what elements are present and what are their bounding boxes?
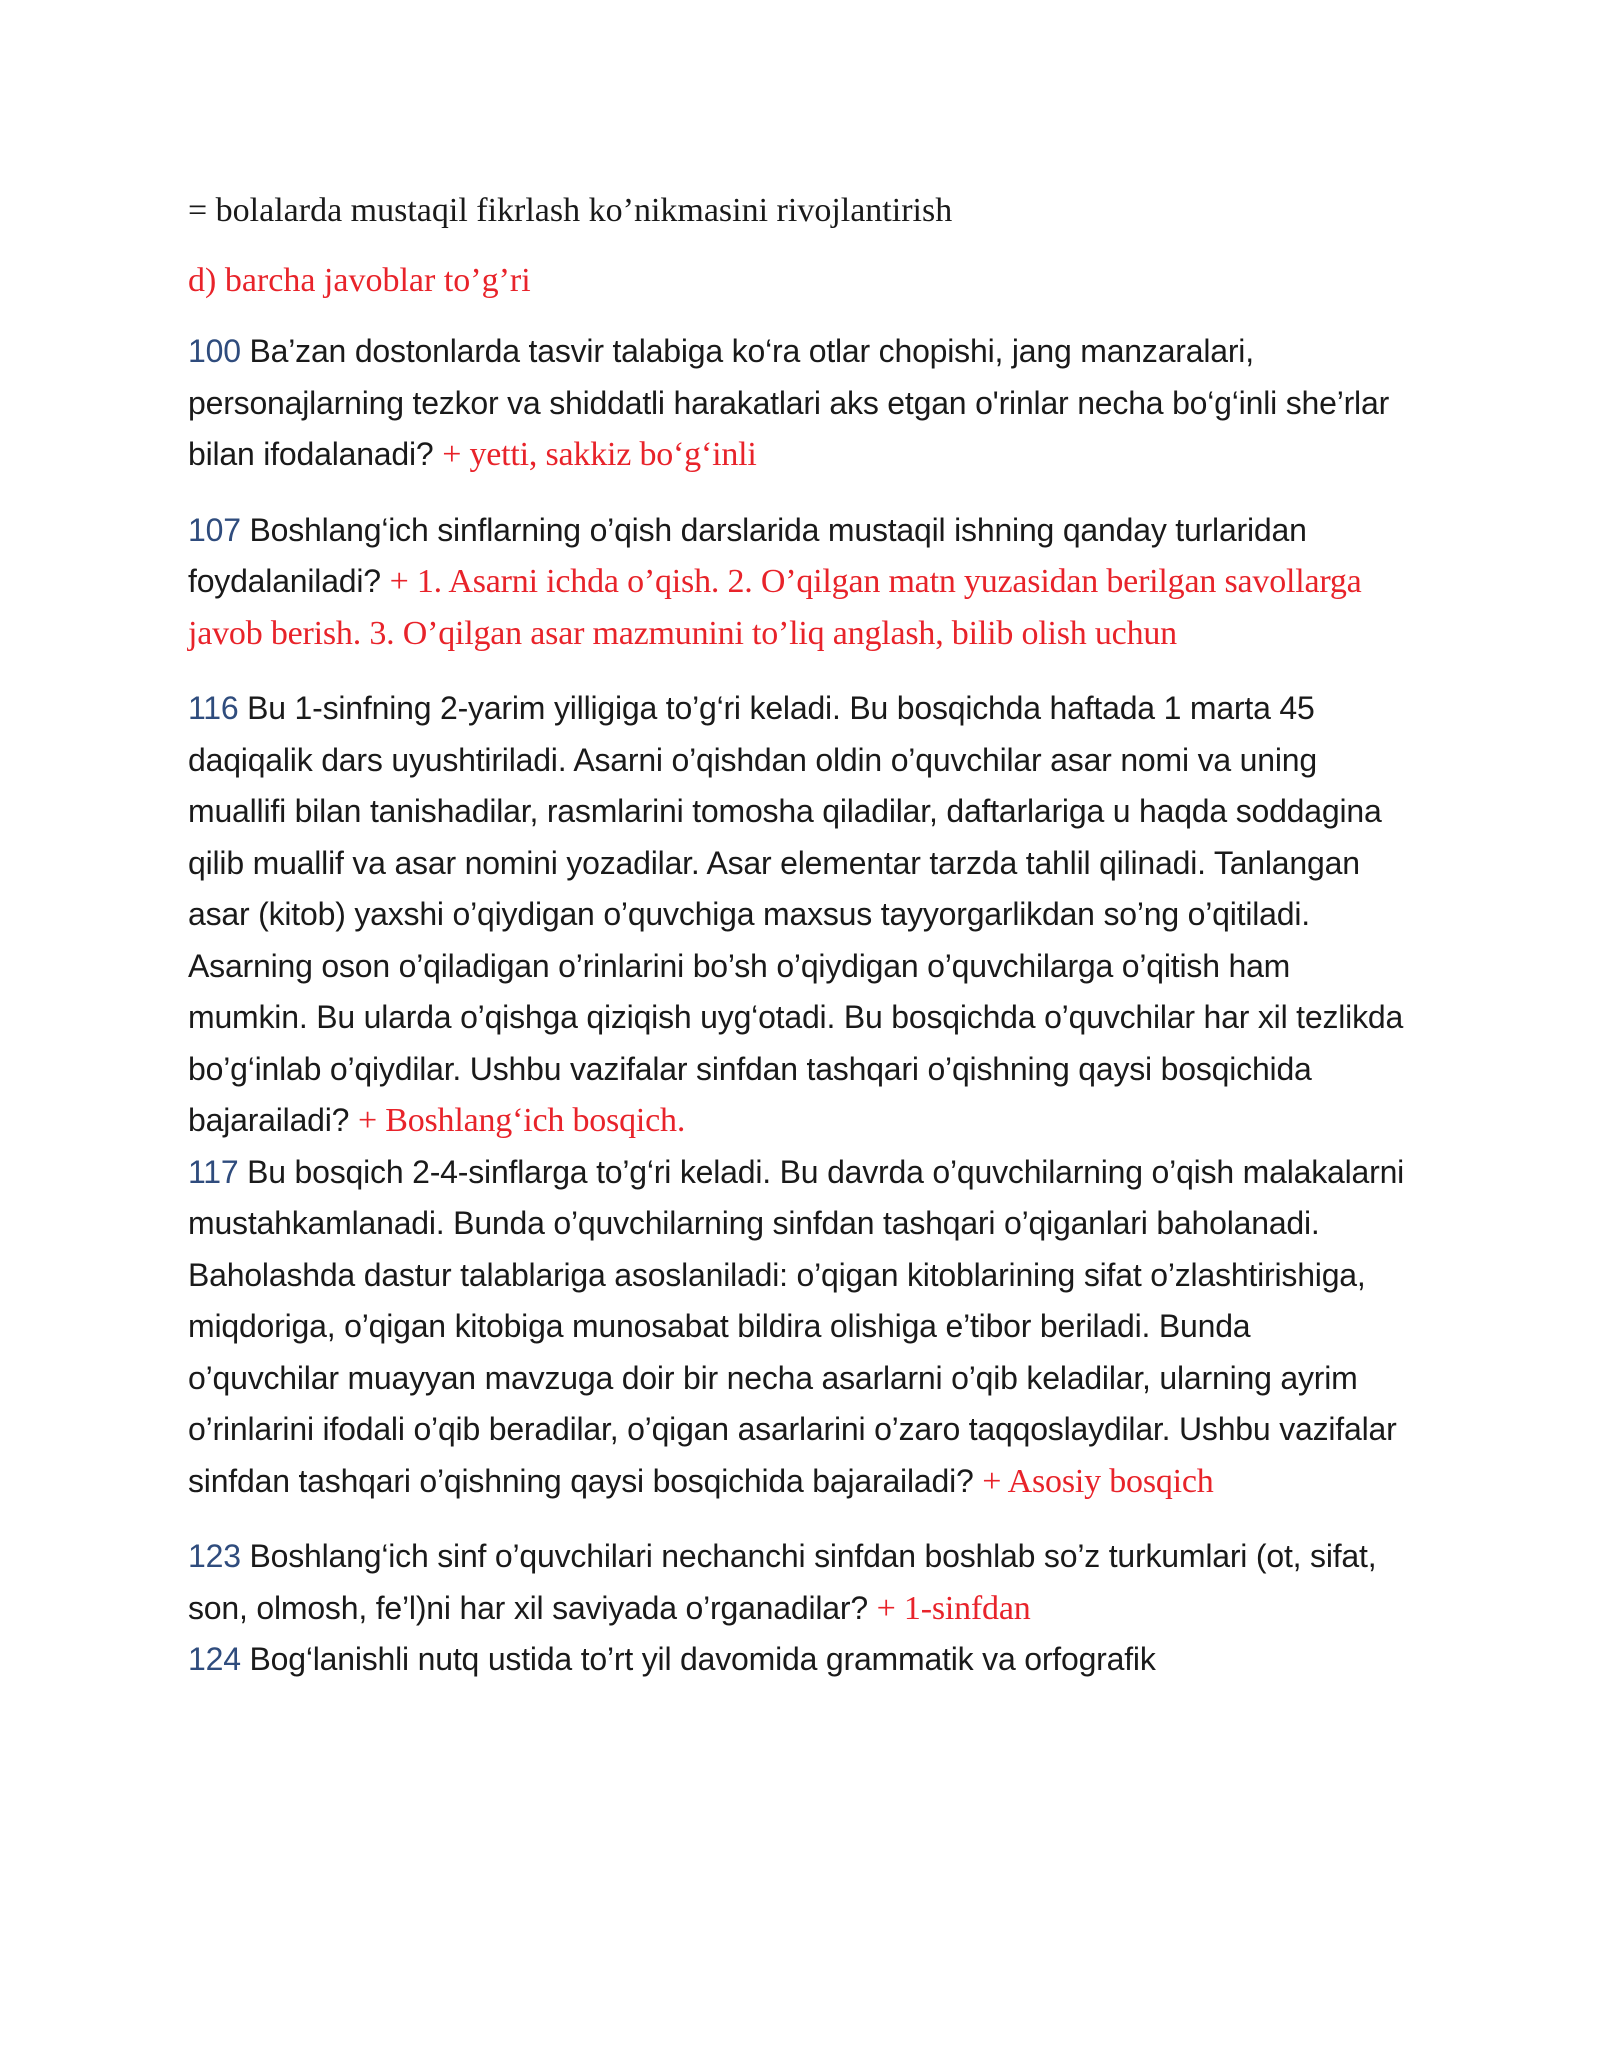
answer-option-line bbox=[188, 186, 1408, 236]
question-number: 117 bbox=[188, 1153, 239, 1190]
question-text: Bu bosqich 2-4-sinflarga to’g‘ri keladi. Bu davrda o’quvchilarning o’qish malakalarni mustahkamlanadi. Bunda o’quvchilarning sinfdan tashqari o’qiganlari baholanadi. Baholashda dastur talablariga asoslaniladi: o’qigan kitoblarining sifat o’zlashtirishiga, miqdoriga, o’qigan kitobiga munosabat bildira olishiga e’tibor beriladi. Bunda o’quvchilar muayyan mavzuga doir bir necha asarlarni o’qib keladilar, ularning ayrim o’rinlarini ifodali o’qib beradilar, o’qigan asarlarini o’zaro taqqoslaydilar. Ushbu vazifalar sinfdan tashqari o’qishning qaysi bosqichida bajarailadi? bbox=[188, 1153, 1405, 1499]
question-107 bbox=[188, 505, 1408, 660]
option-d-text: d) barcha javoblar to’g’ri bbox=[188, 262, 531, 299]
question-text: Bog‘lanishli nutq ustida to’rt yil davomida grammatik va orfografik bbox=[240, 1641, 1156, 1677]
question-117 bbox=[188, 1147, 1408, 1508]
question-answer: + 1. Asarni ichda o’qish. 2. O’qilgan matn yuzasidan berilgan savollarga javob berish. 3. O’qilgan asar mazmunini to’liq anglash, bilib olish uchun bbox=[188, 563, 1362, 652]
question-116 bbox=[188, 683, 1408, 1147]
question-123 bbox=[188, 1531, 1408, 1634]
option-text: = bolalarda mustaqil fikrlash ko’nikmasini rivojlantirish bbox=[188, 192, 953, 229]
question-text: Bu 1-sinfning 2-yarim yilligiga to’g‘ri keladi. Bu bosqichda haftada 1 marta 45 daqiqalik dars uyushtiriladi. Asarni o’qishdan oldin o’quvchilar asar nomi va uning muallifi bilan tanishadilar, rasmlarini tomosha qiladilar, daftarlariga u haqda soddagina qilib muallif va asar nomini yozadilar. Asar elementar tarzda tahlil qilinadi. Tanlangan asar (kitob) yaxshi o’qiydigan o’quvchiga maxsus tayyorgarlikdan so’ng o’qitiladi. Asarning oson o’qiladigan o’rinlarini bo’sh o’qiydigan o’quvchilarga o’qitish ham mumkin. Bu ularda o’qishga qiziqish uyg‘otadi. Bu bosqichda o’quvchilar har xil tezlikda bo’g‘inlab o’qiydilar. Ushbu vazifalar sinfdan tashqari o’qishning qaysi bosqichida bajarailadi? bbox=[188, 690, 1404, 1138]
answer-option-d bbox=[188, 256, 1408, 306]
question-100 bbox=[188, 326, 1408, 481]
question-number: 100 bbox=[188, 333, 241, 369]
question-number: 124 bbox=[188, 1641, 241, 1677]
question-text: Boshlang‘ich sinf o’quvchilari nechanchi sinfdan boshlab so’z turkumlari (ot, sifat, son, olmosh, fe’l)ni har xil saviyada o’rganadilar? bbox=[188, 1538, 1377, 1626]
question-number: 123 bbox=[188, 1538, 241, 1574]
document-page bbox=[188, 186, 1408, 1686]
question-answer: + Asosiy bosqich bbox=[982, 1462, 1214, 1500]
question-number: 116 bbox=[188, 690, 239, 726]
question-answer: + Boshlang‘ich bosqich. bbox=[357, 1102, 686, 1139]
question-text: Boshlang‘ich sinflarning o’qish darslarida mustaqil ishning qanday turlaridan foydalaniladi? bbox=[188, 511, 1307, 599]
question-text: Ba’zan dostonlarda tasvir talabiga ko‘ra otlar chopishi, jang manzaralari, personajlarning tezkor va shiddatli harakatlari aks etgan o'rinlar necha bo‘g‘inli she’rlar bilan ifodalanadi? bbox=[188, 333, 1390, 472]
question-number: 107 bbox=[188, 511, 241, 548]
question-124 bbox=[188, 1634, 1408, 1686]
question-answer: + yetti, sakkiz bo‘g‘inli bbox=[442, 436, 757, 473]
question-answer: + 1-sinfdan bbox=[876, 1589, 1031, 1627]
